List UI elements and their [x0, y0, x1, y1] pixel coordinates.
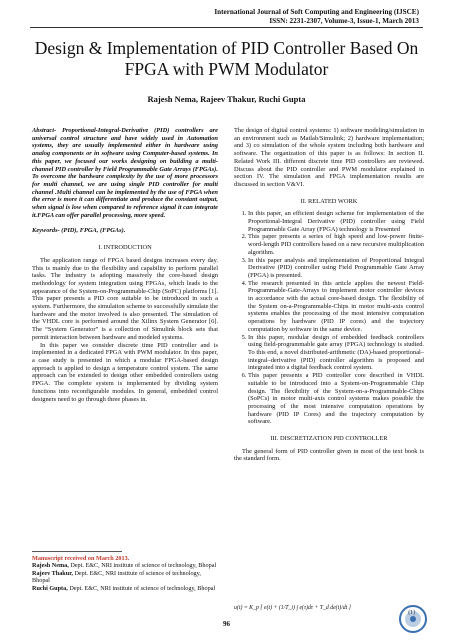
author-name-3: Ruchi Gupta,	[32, 584, 68, 592]
related-work-item: 3. In this paper analysis and implementation of Proportional Integral Derivative (PID) controller using Field Programmable Gate Array (FPGA) is presented.	[248, 257, 424, 280]
header-rule	[30, 27, 423, 28]
right-column	[234, 127, 424, 463]
equation-1	[234, 605, 419, 621]
section-heading-related: II. RELATED WORK	[300, 197, 358, 205]
left-column	[32, 127, 218, 403]
keywords: Keywords- (PID), FPGA, (FPGAs).	[32, 227, 126, 235]
journal-name: International Journal of Soft Computing and Engineering (IJSCE)	[214, 8, 419, 16]
related-work-item: 2. This paper presents a series of high speed and low-power finite-word-length PID controllers based on a new recursive multiplication algorithm.	[248, 233, 424, 256]
manuscript-received: Manuscript received on March 2013.	[32, 555, 130, 562]
page-number: 96	[223, 620, 230, 628]
journal-header	[214, 8, 419, 26]
related-work-item: 4. The research presented in this article applies the newest Field-Programmable-Gate-Arrays to implement motor controller devices in accordance with the actual core-based design. The flexibility of the System on-a-Programmable-Chips in motor multi-axis control systems enables the processing of the most intensive computation operations by hardware (PID IP cores) and the trajectory computation by software in the same device.	[248, 280, 424, 334]
intro-paragraph-2: In this paper we consider discrete time PID controller and is implemented in a dedicated FPGA with PWM modulator. In this paper, a case study is presented in which a modular FPGA-based design approach is applied to design a temperature control system. The same approach can be extended to design other embedded controllers using FPGA. The complete system is implemented by dividing system functions into reconfigurable modules. In general, embedded control designers need to go through three phases in.	[32, 341, 218, 403]
paper-title: Design & Implementation of PID Controller Based On FPGA with PWM Modulator	[34, 38, 419, 79]
abstract: Abstract- Proportional-Integral-Derivative (PID) controllers are universal control structure and have widely used in Automation systems, they are usually implemented either in hardware using analog components or in software using Computer-based systems. In this paper, we focused our works designing on building a multi-channel PID controller by Field Programmable Gate Arrays (FPGAs). To overcome the hardware complexity by the use of more processors for multi channel, we are using single PID controller for multi channel .Multi channel can be implemented by the use of FPGA when the error is more it can differentiate and produce the constant output, when signal is low when compared to reference signal it can integrate it.FPGA can offer parallel processing, more speed.	[32, 127, 218, 219]
affiliation-3: Dept. E&C, NRI institute of science of technology, Bhopal	[69, 584, 216, 592]
affiliation-2: Dept. E&C, NRI institute of science of technology, Bhopal	[32, 569, 201, 585]
equation-number: (1)	[408, 610, 415, 616]
related-work-item: 1. In this paper, an efficient design scheme for implementation of the Proportional-Integral Derivative (PID) controller using Field Programmable Gate Array (FPGA) technology is Presented	[248, 210, 424, 233]
manuscript-footnote	[32, 555, 218, 592]
author-name-1: Rajesh Nema,	[32, 562, 69, 570]
intro-paragraph-1: The application range of FPGA based designs increases every day. This is mainly due to the flexibility and capability to perform parallel tasks. The industry is adopting massively the core-based design methodology for system integration using FPGAs, which leads to the appearance of the System-on-Programmable-Chip (SoPC) platforms [1]. This paper presents a PID core suitable to be introduced in such a system. Furthermore, the simulation scheme to successfully simulate the hardware and the motor involved is also presented. The simulation of the VHDL core is performed around the Xilinx System Generator [6]. The “System Generator” is a collection of Simulink block sets that permit interaction between hardware and modeled systems.	[32, 256, 218, 341]
author-name-2: Rajeev Thakur,	[32, 569, 73, 577]
discretization-paragraph: The general form of PID controller given in most of the text book is the standard form.	[234, 447, 424, 463]
author-list: Rajesh Nema, Rajeev Thakur, Ruchi Gupta	[147, 94, 306, 104]
author-affiliation-2	[32, 570, 218, 585]
related-work-item: 5. In this paper, modular design of embedded feedback controllers using field-programmable gate array (FPGA) technology is studied. To this end, a novel distributed-arithmetic (DA)-based proportional–integral–derivative (PID) controller algorithm is proposed and integrated into a digital feedback control system.	[248, 334, 424, 373]
author-affiliation-3	[32, 585, 218, 592]
related-work-item: 6. This paper presents a PID controller core described in VHDL suitable to be introduced into a System-on-Programmable Chip design. The flexibility of the System-on-a-Programmable-Chips (SoPCs) in motor multi-axis control systems makes possible the processing of the most intensive computation operations by hardware (PID IP Cores) and the trajectory computation by software.	[248, 372, 424, 426]
affiliation-1: Dept. E&C, NRI institute of science of technology, Bhopal	[70, 562, 217, 570]
journal-logo-icon	[397, 604, 429, 634]
equation-text: u(t) = K_p [ e(t) + (1/T_i) ∫ e(τ)dτ + T_d de(t)/dt ]	[234, 605, 351, 611]
related-work-list	[234, 210, 424, 426]
section-heading-intro: I. INTRODUCTION	[98, 244, 152, 252]
section-heading-discretization: III. DISCRETIZATION PID CONTROLLER	[270, 435, 388, 443]
journal-issn: ISSN: 2231-2307, Volume-3, Issue-1, March 2013	[269, 17, 419, 25]
author-affiliation-1	[32, 562, 218, 569]
footnote-rule	[32, 551, 122, 552]
right-intro-paragraph: The design of digital control systems: 1) software modeling/simulation in an environment such as Matlab/Simulink; 2) hardware implementation; and 3) co simulation of the whole system including both hardware and software. The organization of this paper is as follows: In section II. Related Work III. different discrete time PID controllers are reviewed. Discuss about the PID controller and PWM modulator explained in section IV. The simulation and FPGA implementation results are discussed in section V&VI.	[234, 127, 424, 188]
